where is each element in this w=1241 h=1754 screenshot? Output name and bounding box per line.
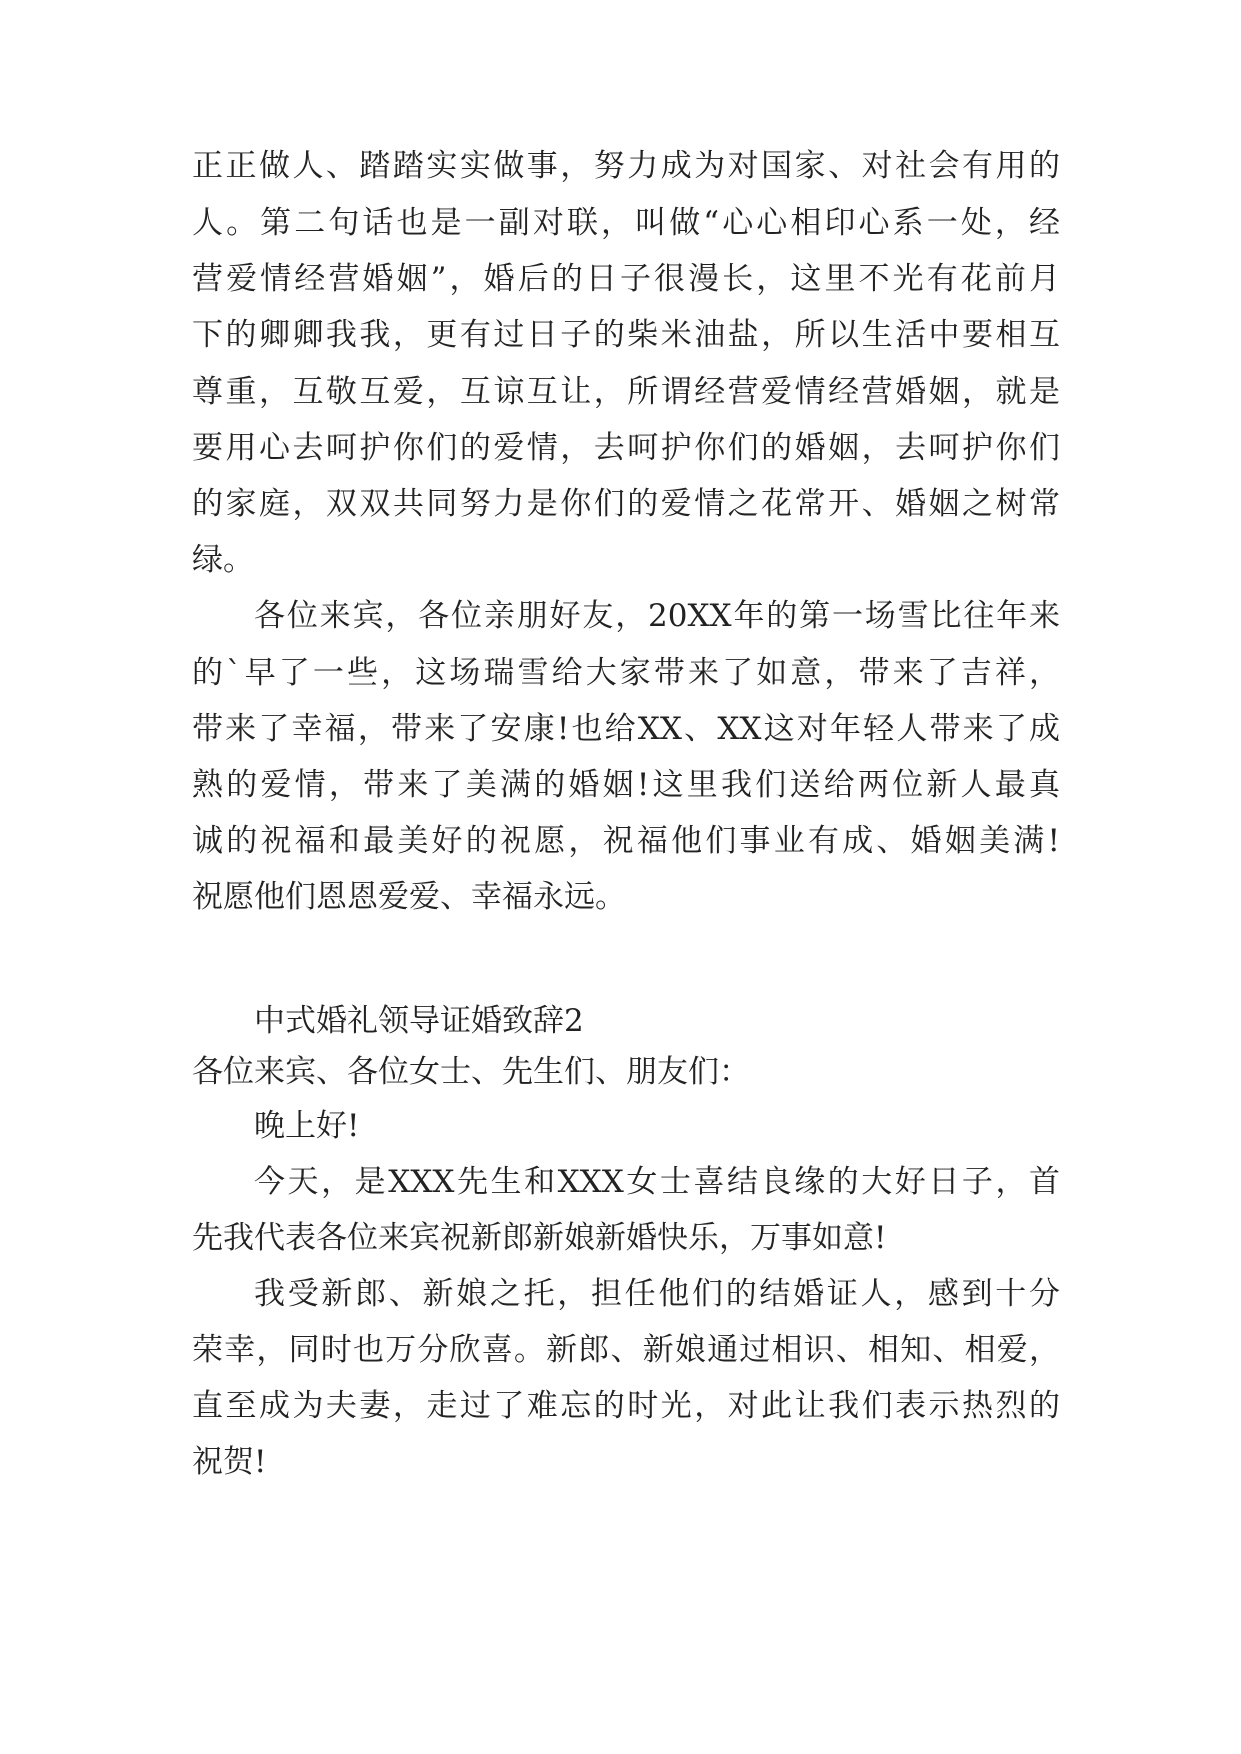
paragraph2-line-2: 的`早了一些，这场瑞雪给大家带来了如意，带来了吉祥，	[192, 655, 1060, 691]
paragraph3-line-1: 今天，是XXX先生和XXX女士喜结良缘的大好日子，首	[254, 1164, 1060, 1200]
paragraph2-line-3: 带来了幸福，带来了安康!也给XX、XX这对年轻人带来了成	[192, 711, 1060, 747]
paragraph1-line-4: 下的卿卿我我，更有过日子的柴米油盐，所以生活中要相互	[192, 317, 1060, 353]
paragraph2-line-1: 各位来宾，各位亲朋好友，20XX年的第一场雪比往年来	[254, 598, 1060, 634]
paragraph4-line-4: 祝贺!	[192, 1444, 267, 1480]
section-title: 中式婚礼领导证婚致辞2	[254, 1003, 584, 1039]
greeting: 晚上好!	[254, 1108, 360, 1144]
salutation: 各位来宾、各位女士、先生们、朋友们：	[192, 1054, 750, 1090]
paragraph1-line-8: 绿。	[192, 542, 254, 578]
paragraph1-line-1: 正正做人、踏踏实实做事，努力成为对国家、对社会有用的	[192, 148, 1060, 184]
paragraph1-line-7: 的家庭，双双共同努力是你们的爱情之花常开、婚姻之树常	[192, 486, 1060, 522]
paragraph4-line-3: 直至成为夫妻，走过了难忘的时光，对此让我们表示热烈的	[192, 1388, 1060, 1424]
paragraph4-line-1: 我受新郎、新娘之托，担任他们的结婚证人，感到十分	[254, 1276, 1060, 1312]
paragraph2-line-4: 熟的爱情，带来了美满的婚姻!这里我们送给两位新人最真	[192, 767, 1060, 803]
paragraph1-line-5: 尊重，互敬互爱，互谅互让，所谓经营爱情经营婚姻，就是	[192, 374, 1060, 410]
paragraph1-line-2: 人。第二句话也是一副对联，叫做“心心相印心系一处，经	[192, 205, 1060, 241]
paragraph2-line-6: 祝愿他们恩恩爱爱、幸福永远。	[192, 879, 626, 915]
paragraph2-line-5: 诚的祝福和最美好的祝愿，祝福他们事业有成、婚姻美满!	[192, 823, 1060, 859]
paragraph1-line-6: 要用心去呵护你们的爱情，去呵护你们的婚姻，去呵护你们	[192, 430, 1060, 466]
paragraph1-line-3: 营爱情经营婚姻”，婚后的日子很漫长，这里不光有花前月	[192, 261, 1060, 297]
paragraph4-line-2: 荣幸，同时也万分欣喜。新郎、新娘通过相识、相知、相爱，	[192, 1332, 1060, 1368]
paragraph3-line-2: 先我代表各位来宾祝新郎新娘新婚快乐，万事如意!	[192, 1220, 887, 1256]
